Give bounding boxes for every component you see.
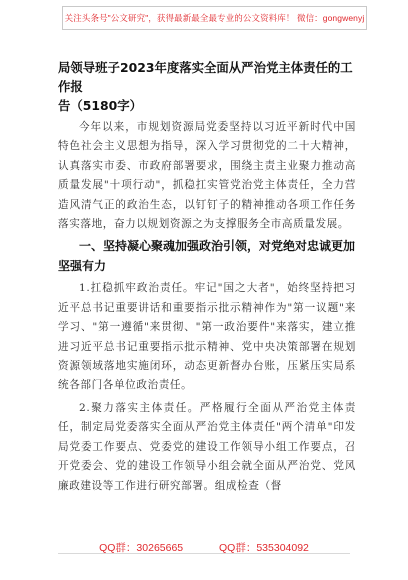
item-2-paragraph: 2.聚力落实主体责任。严格履行全面从严治党主体责任，制定局党委落实全面从严治党主体责任"两个清单"印发局党委工作要点、党委党的建设工作领导小组工作要点，召开党委会、党的建设工作领导小组会就全面从严治党、党风廉政建设等工作进行研究部署。组成检查（督 [58, 401, 356, 492]
title-line-1: 局领导班子2023年度落实全面从严治党主体责任的工作报 [58, 60, 353, 94]
item-1-paragraph: 1.扛稳抓牢政治责任。牢记"国之大者"，始终坚持把习近平总书记重要讲话和重要指示批示精神作为"第一议题"来学习、"第一遵循"来贯彻、"第一政治要件"来落实，建立推进习近平总书记重要指示批示精神、党中央决策部署在规划资源领域落地实施闭环，动态更新督办台账，压紧压实局系统各部门各单位政治责任。 [58, 282, 356, 392]
footer-qq-group-1: QQ群：30265665 [99, 542, 184, 554]
document-body [58, 58, 356, 496]
banner-text: 关注头条号"公文研究"，获得最新最全最专业的公文资料库！ 微信：gongwenyj [64, 13, 365, 23]
footer [0, 540, 408, 555]
footer-qq-group-2: QQ群：535304092 [219, 542, 309, 554]
document-title [58, 58, 356, 115]
title-line-2: 告（5180字） [58, 98, 143, 113]
section-heading-1: 一、坚持凝心聚魂加强政治引领，对党绝对忠诚更加坚强有力 [58, 239, 356, 273]
intro-paragraph: 今年以来，市规划资源局党委坚持以习近平新时代中国特色社会主义思想为指导，深入学习贯彻党的二十大精神，认真落实市委、市政府部署要求，围绕主责主业聚力推动高质量发展"十项行动"，抓稳扛实管党治党主体责任，全力营造风清气正的政治生态，以钉钉子的精神推动各项工作任务落实落地，奋力以规划资源之为支撑服务全市高质量发展。 [58, 121, 356, 231]
top-banner [62, 6, 367, 30]
